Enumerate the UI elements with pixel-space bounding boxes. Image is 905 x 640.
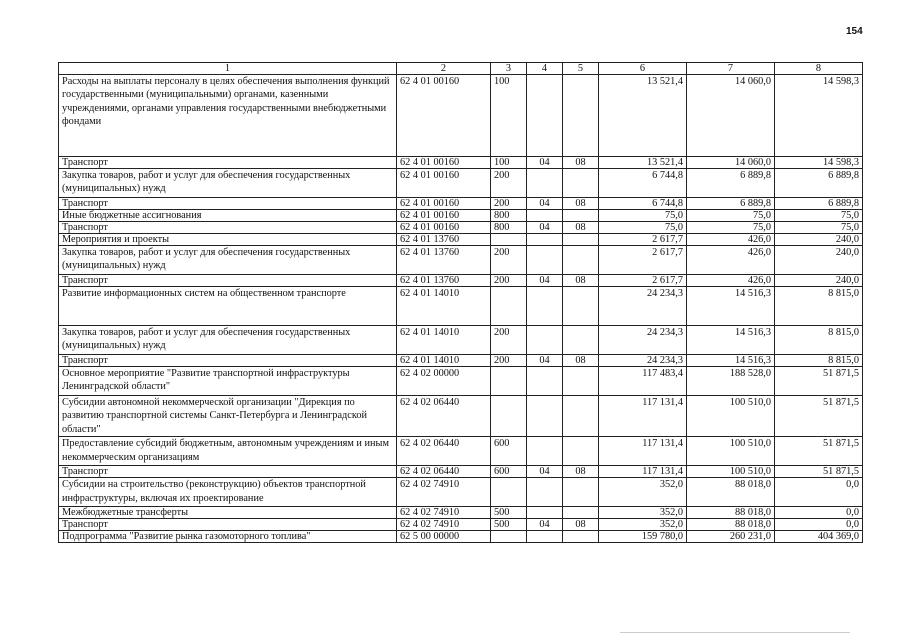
row-value-col6: 117 131,4 xyxy=(599,437,687,466)
table-row xyxy=(59,222,863,234)
row-section-cell xyxy=(527,287,563,326)
table-row xyxy=(59,396,863,437)
row-code-cell: 62 4 01 00160 xyxy=(397,210,491,222)
row-expense-type-cell: 800 xyxy=(491,210,527,222)
table-row xyxy=(59,507,863,519)
row-value-col8: 6 889,8 xyxy=(775,198,863,210)
row-name-cell: Развитие информационных систем на общественном транспорте xyxy=(59,287,397,326)
row-value-col7: 75,0 xyxy=(687,210,775,222)
table-row xyxy=(59,355,863,367)
row-name-cell: Транспорт xyxy=(59,222,397,234)
row-value-col8: 0,0 xyxy=(775,519,863,531)
row-expense-type-cell xyxy=(491,367,527,396)
row-section-cell xyxy=(527,234,563,246)
row-code-cell: 62 4 01 00160 xyxy=(397,75,491,157)
row-value-col8: 6 889,8 xyxy=(775,169,863,198)
row-value-col6: 24 234,3 xyxy=(599,326,687,355)
row-section-cell xyxy=(527,478,563,507)
row-section-cell xyxy=(527,367,563,396)
table-row xyxy=(59,367,863,396)
row-expense-type-cell: 600 xyxy=(491,466,527,478)
table-row xyxy=(59,234,863,246)
row-code-cell: 62 5 00 00000 xyxy=(397,531,491,543)
footer-divider xyxy=(620,632,850,633)
row-name-cell: Расходы на выплаты персоналу в целях обеспечения выполнения функций государственными (муниципальными) органами, казенными учреждениями, органами управления государственными внебюджетными фондами xyxy=(59,75,397,157)
table-row xyxy=(59,169,863,198)
row-code-cell: 62 4 01 14010 xyxy=(397,287,491,326)
row-expense-type-cell: 200 xyxy=(491,169,527,198)
row-value-col7: 6 889,8 xyxy=(687,198,775,210)
row-section-cell xyxy=(527,437,563,466)
table-row xyxy=(59,437,863,466)
row-name-cell: Предоставление субсидий бюджетным, автономным учреждениям и иным некоммерческим организациям xyxy=(59,437,397,466)
row-expense-type-cell xyxy=(491,234,527,246)
row-value-col8: 240,0 xyxy=(775,246,863,275)
table-row xyxy=(59,75,863,157)
column-header: 3 xyxy=(491,63,527,75)
row-name-cell: Транспорт xyxy=(59,355,397,367)
row-expense-type-cell: 200 xyxy=(491,198,527,210)
row-subsection-cell xyxy=(563,75,599,157)
row-value-col7: 100 510,0 xyxy=(687,466,775,478)
row-name-cell: Транспорт xyxy=(59,466,397,478)
table-row xyxy=(59,519,863,531)
row-value-col8: 240,0 xyxy=(775,234,863,246)
row-code-cell: 62 4 01 00160 xyxy=(397,169,491,198)
row-value-col7: 100 510,0 xyxy=(687,396,775,437)
row-value-col6: 75,0 xyxy=(599,210,687,222)
row-code-cell: 62 4 02 74910 xyxy=(397,478,491,507)
row-expense-type-cell: 100 xyxy=(491,75,527,157)
row-value-col7: 6 889,8 xyxy=(687,169,775,198)
row-value-col7: 88 018,0 xyxy=(687,519,775,531)
row-subsection-cell xyxy=(563,234,599,246)
row-name-cell: Закупка товаров, работ и услуг для обеспечения государственных (муниципальных) нужд xyxy=(59,246,397,275)
row-name-cell: Транспорт xyxy=(59,157,397,169)
row-name-cell: Иные бюджетные ассигнования xyxy=(59,210,397,222)
row-code-cell: 62 4 01 00160 xyxy=(397,157,491,169)
column-header: 8 xyxy=(775,63,863,75)
row-subsection-cell xyxy=(563,367,599,396)
budget-table xyxy=(58,62,863,543)
row-value-col6: 352,0 xyxy=(599,507,687,519)
row-value-col7: 188 528,0 xyxy=(687,367,775,396)
table-header-row xyxy=(59,63,863,75)
row-section-cell xyxy=(527,75,563,157)
row-value-col6: 117 483,4 xyxy=(599,367,687,396)
row-code-cell: 62 4 02 74910 xyxy=(397,519,491,531)
row-value-col8: 51 871,5 xyxy=(775,367,863,396)
row-subsection-cell: 08 xyxy=(563,222,599,234)
row-code-cell: 62 4 01 00160 xyxy=(397,198,491,210)
row-name-cell: Транспорт xyxy=(59,198,397,210)
row-value-col7: 88 018,0 xyxy=(687,478,775,507)
row-value-col8: 0,0 xyxy=(775,507,863,519)
table-body xyxy=(59,75,863,543)
row-section-cell: 04 xyxy=(527,222,563,234)
row-name-cell: Субсидии на строительство (реконструкцию) объектов транспортной инфраструктуры, включая их проектирование xyxy=(59,478,397,507)
row-subsection-cell: 08 xyxy=(563,519,599,531)
column-header: 1 xyxy=(59,63,397,75)
row-section-cell xyxy=(527,507,563,519)
row-value-col6: 13 521,4 xyxy=(599,75,687,157)
table-row xyxy=(59,466,863,478)
row-name-cell: Межбюджетные трансферты xyxy=(59,507,397,519)
row-value-col6: 159 780,0 xyxy=(599,531,687,543)
table-row xyxy=(59,275,863,287)
row-subsection-cell xyxy=(563,507,599,519)
row-code-cell: 62 4 01 13760 xyxy=(397,234,491,246)
row-section-cell xyxy=(527,531,563,543)
row-code-cell: 62 4 01 13760 xyxy=(397,246,491,275)
row-name-cell: Основное мероприятие "Развитие транспортной инфраструктуры Ленинградской области" xyxy=(59,367,397,396)
row-section-cell xyxy=(527,169,563,198)
row-code-cell: 62 4 02 06440 xyxy=(397,396,491,437)
row-subsection-cell xyxy=(563,210,599,222)
row-expense-type-cell: 200 xyxy=(491,246,527,275)
row-name-cell: Мероприятия и проекты xyxy=(59,234,397,246)
row-value-col8: 75,0 xyxy=(775,222,863,234)
row-expense-type-cell xyxy=(491,287,527,326)
row-value-col6: 117 131,4 xyxy=(599,466,687,478)
row-section-cell: 04 xyxy=(527,355,563,367)
table-row xyxy=(59,198,863,210)
row-value-col6: 75,0 xyxy=(599,222,687,234)
row-code-cell: 62 4 02 06440 xyxy=(397,437,491,466)
table-row xyxy=(59,210,863,222)
row-subsection-cell xyxy=(563,169,599,198)
page-number: 154 xyxy=(846,26,863,37)
row-value-col7: 88 018,0 xyxy=(687,507,775,519)
row-value-col6: 352,0 xyxy=(599,478,687,507)
row-value-col6: 13 521,4 xyxy=(599,157,687,169)
row-name-cell: Субсидии автономной некоммерческой организации "Дирекция по развитию транспортной системы Санкт-Петербурга и Ленинградской области" xyxy=(59,396,397,437)
row-expense-type-cell: 800 xyxy=(491,222,527,234)
row-section-cell: 04 xyxy=(527,275,563,287)
row-value-col8: 51 871,5 xyxy=(775,437,863,466)
row-value-col6: 6 744,8 xyxy=(599,169,687,198)
row-section-cell xyxy=(527,210,563,222)
row-value-col6: 24 234,3 xyxy=(599,287,687,326)
table-row xyxy=(59,478,863,507)
row-value-col8: 14 598,3 xyxy=(775,157,863,169)
column-header: 4 xyxy=(527,63,563,75)
row-section-cell xyxy=(527,246,563,275)
row-value-col7: 14 516,3 xyxy=(687,287,775,326)
row-value-col7: 14 060,0 xyxy=(687,157,775,169)
row-code-cell: 62 4 01 13760 xyxy=(397,275,491,287)
row-value-col7: 14 060,0 xyxy=(687,75,775,157)
row-subsection-cell: 08 xyxy=(563,198,599,210)
row-value-col8: 75,0 xyxy=(775,210,863,222)
row-subsection-cell xyxy=(563,326,599,355)
row-value-col6: 2 617,7 xyxy=(599,234,687,246)
row-code-cell: 62 4 01 00160 xyxy=(397,222,491,234)
row-value-col8: 8 815,0 xyxy=(775,355,863,367)
column-header: 2 xyxy=(397,63,491,75)
table-row xyxy=(59,531,863,543)
row-value-col7: 426,0 xyxy=(687,275,775,287)
row-name-cell: Подпрограмма "Развитие рынка газомоторного топлива" xyxy=(59,531,397,543)
row-code-cell: 62 4 02 06440 xyxy=(397,466,491,478)
row-value-col6: 352,0 xyxy=(599,519,687,531)
row-value-col8: 240,0 xyxy=(775,275,863,287)
table-row xyxy=(59,157,863,169)
row-expense-type-cell xyxy=(491,531,527,543)
row-section-cell: 04 xyxy=(527,157,563,169)
row-code-cell: 62 4 02 00000 xyxy=(397,367,491,396)
row-value-col8: 51 871,5 xyxy=(775,396,863,437)
row-name-cell: Закупка товаров, работ и услуг для обеспечения государственных (муниципальных) нужд xyxy=(59,326,397,355)
row-name-cell: Транспорт xyxy=(59,275,397,287)
row-value-col6: 117 131,4 xyxy=(599,396,687,437)
row-code-cell: 62 4 01 14010 xyxy=(397,326,491,355)
table-row xyxy=(59,287,863,326)
row-section-cell: 04 xyxy=(527,198,563,210)
table-row xyxy=(59,246,863,275)
row-expense-type-cell xyxy=(491,478,527,507)
row-expense-type-cell: 600 xyxy=(491,437,527,466)
column-header: 6 xyxy=(599,63,687,75)
row-value-col6: 6 744,8 xyxy=(599,198,687,210)
column-header: 7 xyxy=(687,63,775,75)
row-value-col6: 24 234,3 xyxy=(599,355,687,367)
row-value-col8: 8 815,0 xyxy=(775,287,863,326)
row-subsection-cell: 08 xyxy=(563,275,599,287)
row-subsection-cell xyxy=(563,478,599,507)
row-value-col8: 404 369,0 xyxy=(775,531,863,543)
row-value-col7: 75,0 xyxy=(687,222,775,234)
row-value-col8: 14 598,3 xyxy=(775,75,863,157)
row-value-col7: 260 231,0 xyxy=(687,531,775,543)
row-value-col6: 2 617,7 xyxy=(599,246,687,275)
row-subsection-cell xyxy=(563,531,599,543)
row-value-col7: 100 510,0 xyxy=(687,437,775,466)
row-value-col8: 0,0 xyxy=(775,478,863,507)
row-subsection-cell xyxy=(563,287,599,326)
table-row xyxy=(59,326,863,355)
row-code-cell: 62 4 02 74910 xyxy=(397,507,491,519)
column-header: 5 xyxy=(563,63,599,75)
row-expense-type-cell: 500 xyxy=(491,507,527,519)
row-subsection-cell xyxy=(563,396,599,437)
row-name-cell: Транспорт xyxy=(59,519,397,531)
row-value-col7: 426,0 xyxy=(687,234,775,246)
row-value-col7: 14 516,3 xyxy=(687,355,775,367)
row-section-cell: 04 xyxy=(527,519,563,531)
row-subsection-cell xyxy=(563,437,599,466)
row-code-cell: 62 4 01 14010 xyxy=(397,355,491,367)
row-value-col8: 51 871,5 xyxy=(775,466,863,478)
row-value-col7: 426,0 xyxy=(687,246,775,275)
row-expense-type-cell xyxy=(491,396,527,437)
row-section-cell xyxy=(527,396,563,437)
row-value-col6: 2 617,7 xyxy=(599,275,687,287)
row-value-col8: 8 815,0 xyxy=(775,326,863,355)
row-section-cell: 04 xyxy=(527,466,563,478)
row-subsection-cell xyxy=(563,246,599,275)
row-expense-type-cell: 500 xyxy=(491,519,527,531)
row-value-col7: 14 516,3 xyxy=(687,326,775,355)
row-subsection-cell: 08 xyxy=(563,466,599,478)
row-subsection-cell: 08 xyxy=(563,157,599,169)
row-name-cell: Закупка товаров, работ и услуг для обеспечения государственных (муниципальных) нужд xyxy=(59,169,397,198)
row-expense-type-cell: 200 xyxy=(491,275,527,287)
row-expense-type-cell: 100 xyxy=(491,157,527,169)
row-section-cell xyxy=(527,326,563,355)
row-subsection-cell: 08 xyxy=(563,355,599,367)
row-expense-type-cell: 200 xyxy=(491,326,527,355)
row-expense-type-cell: 200 xyxy=(491,355,527,367)
